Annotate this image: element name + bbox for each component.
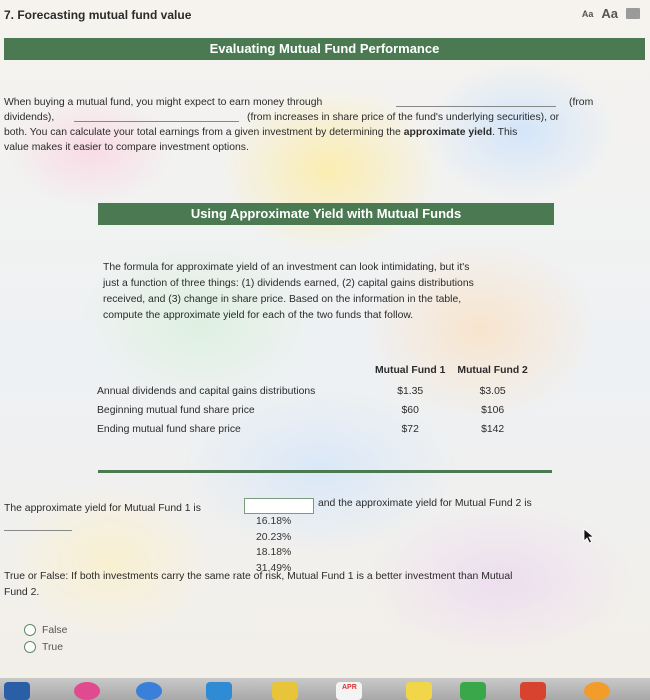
intro-line-3-end: . This (492, 127, 518, 138)
formula-paragraph (103, 260, 558, 324)
true-false-question (4, 569, 644, 601)
dropdown-option[interactable]: 18.18% (256, 547, 292, 558)
print-icon[interactable] (626, 8, 640, 19)
radio-option-false[interactable] (24, 624, 67, 636)
fund-2-value: $3.05 (479, 386, 506, 397)
question-header (0, 0, 650, 30)
radio-option-true[interactable] (24, 641, 63, 653)
app-icon[interactable] (520, 682, 546, 700)
fund-1-value: $1.35 (397, 386, 424, 397)
fund-2-value: $106 (481, 405, 505, 416)
formula-line-3: received, and (3) change in share price. Based on the information in the table, (103, 294, 462, 305)
fund-1-yield-label: The approximate yield for Mutual Fund 1 is (4, 503, 201, 514)
radio-label: False (42, 624, 68, 636)
intro-line-3 (4, 125, 644, 140)
radio-button[interactable] (24, 641, 36, 653)
intro-line-1-text: When buying a mutual fund, you might expect to earn money through (4, 97, 323, 108)
app-icon[interactable] (206, 682, 232, 700)
os-dock (0, 678, 650, 700)
table-row (95, 401, 534, 420)
intro-line-4-text: value makes it easier to compare investment options. (4, 142, 249, 153)
dropdown-option[interactable]: 16.18% (256, 516, 292, 527)
tf-question-line-1: True or False: If both investments carry the same rate of risk, Mutual Fund 1 is a better investment than Mutual (4, 571, 513, 582)
fund-2-yield-select[interactable] (4, 530, 72, 531)
app-icon[interactable] (74, 682, 100, 700)
blank-dividend-type-dropdown[interactable] (396, 95, 556, 107)
table-header-fund-1: Mutual Fund 1 (375, 365, 446, 376)
decrease-font-button[interactable]: Aa (581, 8, 594, 19)
increase-font-button[interactable]: Aa (601, 6, 618, 21)
intro-line-1 (4, 95, 644, 110)
app-icon[interactable] (460, 682, 486, 700)
yield-dropdown-menu[interactable] (256, 514, 318, 576)
section-divider (98, 470, 552, 473)
row-label: Annual dividends and capital gains distributions (97, 386, 316, 397)
finder-app-icon[interactable] (4, 682, 30, 700)
question-title: 7. Forecasting mutual fund value (4, 8, 192, 22)
fund-2-yield-label: and the approximate yield for Mutual Fund 2 is (318, 498, 532, 509)
intro-line-2-text: (from increases in share price of the fund's underlying securities), or (247, 112, 560, 123)
intro-line-1-end: (from (569, 97, 594, 108)
section-banner-approximate-yield: Using Approximate Yield with Mutual Funds (98, 203, 554, 225)
blank-capital-gains-dropdown[interactable] (74, 110, 239, 122)
formula-line-1: The formula for approximate yield of an investment can look intimidating, but it's (103, 262, 470, 273)
fund-1-value: $60 (401, 405, 419, 416)
section-banner-evaluating: Evaluating Mutual Fund Performance (4, 38, 645, 60)
table-row (95, 420, 534, 439)
intro-line-2 (4, 110, 644, 125)
radio-label: True (42, 641, 63, 653)
table-row (95, 382, 534, 401)
formula-line-4: compute the approximate yield for each of the two funds that follow. (103, 310, 414, 321)
intro-paragraph (4, 95, 644, 155)
fund-1-value: $72 (401, 424, 419, 435)
approximate-yield-term: approximate yield (403, 127, 493, 138)
notes-app-icon[interactable] (406, 682, 432, 700)
app-icon[interactable] (136, 682, 162, 700)
dropdown-option[interactable]: 31.49% (256, 562, 292, 574)
mouse-cursor-icon (583, 528, 595, 544)
row-label: Ending mutual fund share price (97, 424, 241, 435)
app-icon[interactable] (272, 682, 298, 700)
photos-app-icon[interactable] (584, 682, 610, 700)
calendar-month-label: APR (342, 684, 357, 691)
fund-data-table (95, 365, 534, 439)
tf-question-line-2: Fund 2. (4, 587, 40, 598)
table-header-fund-2: Mutual Fund 2 (457, 365, 528, 376)
radio-button[interactable] (24, 624, 36, 636)
fund-1-yield-select[interactable] (244, 498, 314, 514)
intro-line-2-start: dividends), (4, 112, 55, 123)
row-label: Beginning mutual fund share price (97, 405, 255, 416)
intro-line-4 (4, 140, 644, 155)
formula-line-2: just a function of three things: (1) dividends earned, (2) capital gains distributions (103, 278, 474, 289)
fund-2-value: $142 (481, 424, 505, 435)
table-header-row (95, 365, 534, 382)
font-size-controls (582, 6, 640, 21)
intro-line-3-text: both. You can calculate your total earnings from a given investment by determining the (4, 127, 401, 138)
dropdown-option[interactable]: 20.23% (256, 531, 292, 543)
